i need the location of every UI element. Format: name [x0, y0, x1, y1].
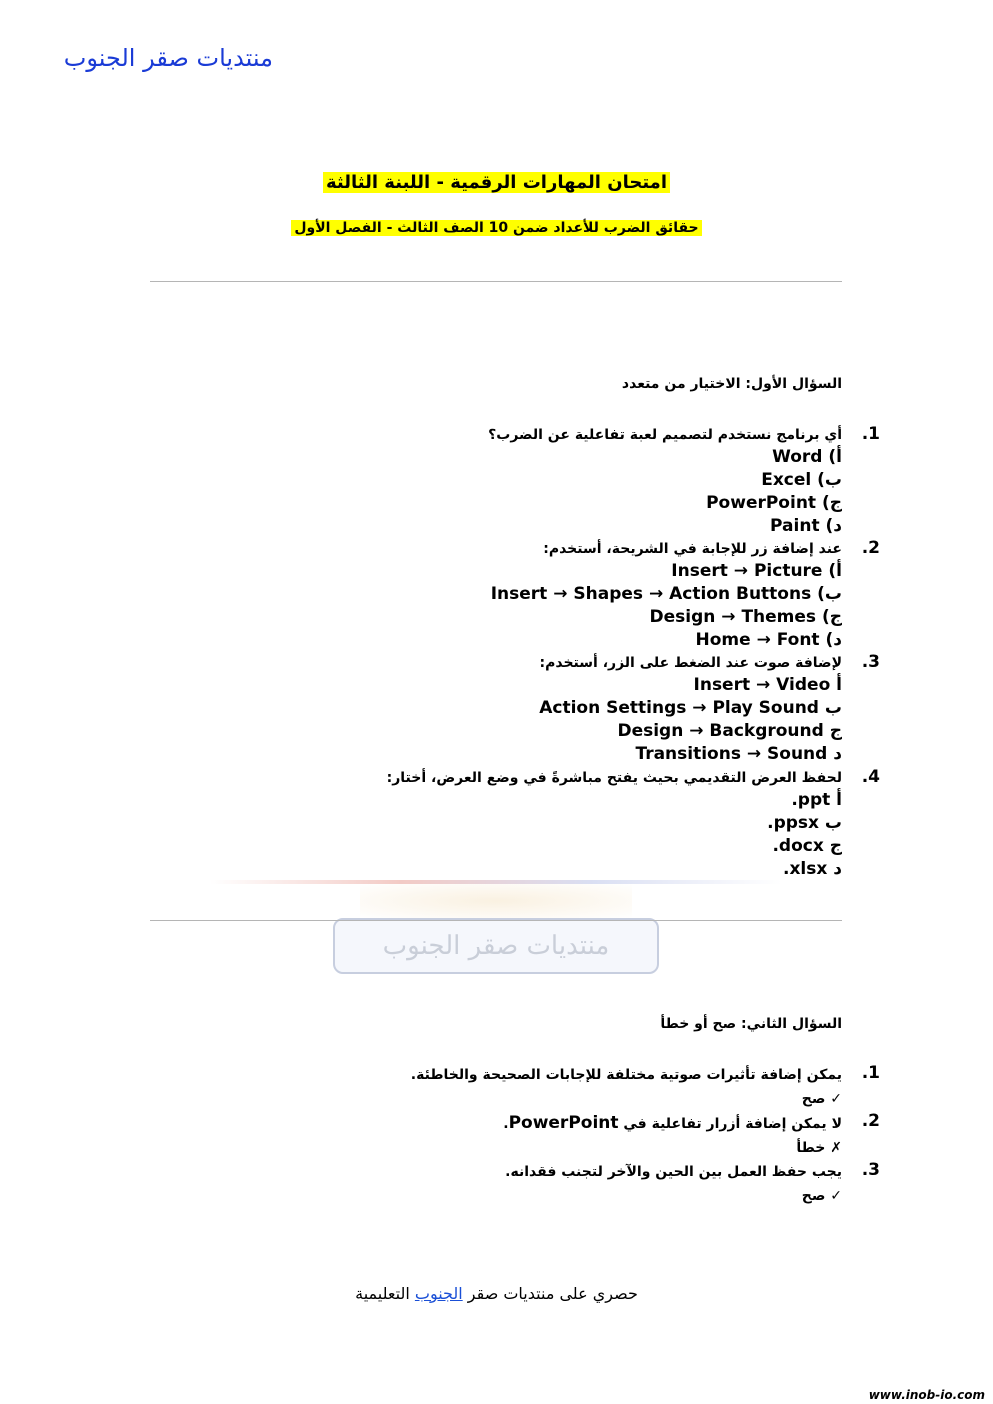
option-label: ب [824, 813, 842, 833]
question-number: .3 [861, 1160, 880, 1180]
option-a [82, 560, 842, 583]
option-label: د) [825, 516, 842, 536]
option-text: ppt. [791, 790, 831, 810]
mcq-question-3 [82, 652, 880, 766]
footer-note [0, 1284, 993, 1303]
option-a [82, 674, 842, 697]
option-label: ب) [817, 470, 842, 490]
question-number: .1 [861, 1063, 880, 1083]
option-text: Design → Background [617, 721, 824, 741]
footer-text-start: حصري على منتديات صقر [462, 1284, 638, 1303]
question-text: يجب حفظ العمل بين الحين والآخر لتجنب فقدانه. [505, 1164, 842, 1180]
question-text: عند إضافة زر للإجابة في الشريحة، أستخدم: [543, 541, 842, 557]
option-d [82, 743, 842, 766]
option-text: Excel [761, 470, 812, 490]
divider-middle [150, 920, 842, 921]
exam-subtitle [0, 220, 993, 236]
option-text: Transitions → Sound [635, 744, 828, 764]
option-c [82, 492, 842, 515]
check-icon: ✓ [830, 1091, 842, 1107]
mcq-question-1 [82, 424, 880, 538]
option-c [82, 720, 842, 743]
option-text: Insert → Video [693, 675, 831, 695]
question-text-part: لا يمكن إضافة أزرار تفاعلية في [618, 1116, 842, 1132]
question-text: يمكن إضافة تأثيرات صوتية مختلفة للإجابات الصحيحة والخاطئة. [410, 1067, 842, 1083]
option-label: ج [829, 836, 842, 856]
option-text: xlsx. [782, 859, 828, 879]
section2-heading: السؤال الثاني: صح أو خطأ [660, 1016, 842, 1032]
mcq-question-2 [82, 538, 880, 652]
option-text: Word [772, 447, 823, 467]
option-label: د [833, 744, 842, 764]
option-text: Insert → Picture [671, 561, 823, 581]
option-d [82, 515, 842, 538]
option-label: ب [824, 698, 842, 718]
question-text: لإضافة صوت عند الضغط على الزر، أستخدم: [539, 655, 842, 671]
footer-text-end: التعليمية [355, 1284, 415, 1303]
option-text: docx. [772, 836, 824, 856]
question-number: .4 [861, 767, 880, 787]
mcq-question-4 [82, 767, 880, 881]
question-text-end: . [503, 1116, 509, 1132]
option-b [82, 697, 842, 720]
option-label: أ) [828, 561, 842, 581]
tf-question-2 [82, 1111, 880, 1160]
site-url: www.inob-io.com [868, 1388, 985, 1402]
option-label: أ [836, 675, 842, 695]
option-b [82, 812, 842, 835]
question-text: لحفظ العرض التقديمي بحيث يفتح مباشرةً في وضع العرض، أختار: [386, 770, 842, 786]
question-text [82, 1111, 842, 1136]
option-d [82, 629, 842, 652]
option-a [82, 789, 842, 812]
option-label: ج) [821, 607, 842, 627]
answer [82, 1087, 842, 1111]
option-c [82, 606, 842, 629]
site-title: منتديات صقر الجنوب [63, 44, 273, 72]
option-text: PowerPoint [706, 493, 817, 513]
check-icon: ✓ [830, 1188, 842, 1204]
answer-text: صح [801, 1091, 826, 1107]
divider-top [150, 281, 842, 282]
option-b [82, 583, 842, 606]
option-label: ج) [821, 493, 842, 513]
answer-text: خطأ [796, 1140, 826, 1156]
option-label: د) [825, 630, 842, 650]
question-number: .2 [861, 538, 880, 558]
tf-question-3 [82, 1160, 880, 1208]
question-text-english: PowerPoint [508, 1113, 619, 1133]
option-text: Action Settings → Play Sound [539, 698, 819, 718]
question-number: .1 [861, 424, 880, 444]
option-label: ج [829, 721, 842, 741]
answer [82, 1136, 842, 1160]
option-c [82, 835, 842, 858]
cross-icon: ✗ [830, 1140, 842, 1156]
option-a [82, 446, 842, 469]
watermark-emblem [360, 884, 632, 918]
option-text: Insert → Shapes → Action Buttons [490, 584, 812, 604]
option-text: Home → Font [695, 630, 820, 650]
option-label: د [833, 859, 842, 879]
question-text: أي برنامج نستخدم لتصميم لعبة تفاعلية عن الضرب؟ [488, 427, 842, 443]
option-text: ppsx. [767, 813, 819, 833]
option-label: أ [836, 790, 842, 810]
footer-link[interactable]: الجنوب [414, 1284, 463, 1303]
exam-subtitle-text: حقائق الضرب للأعداد ضمن 10 الصف الثالث - الفصل الأول [291, 220, 701, 236]
answer-text: صح [801, 1188, 826, 1204]
tf-question-1 [82, 1063, 880, 1111]
question-number: .2 [861, 1111, 880, 1131]
option-text: Paint [770, 516, 820, 536]
watermark-logo: منتديات صقر الجنوب [333, 918, 659, 974]
option-b [82, 469, 842, 492]
answer [82, 1184, 842, 1208]
exam-title [0, 172, 993, 193]
exam-title-text: امتحان المهارات الرقمية - اللبنة الثالثة [323, 172, 670, 193]
question-number: .3 [861, 652, 880, 672]
option-label: أ) [828, 447, 842, 467]
option-d [82, 858, 842, 881]
option-text: Design → Themes [649, 607, 817, 627]
section1-heading: السؤال الأول: الاختيار من متعدد [621, 376, 842, 392]
option-label: ب) [817, 584, 842, 604]
